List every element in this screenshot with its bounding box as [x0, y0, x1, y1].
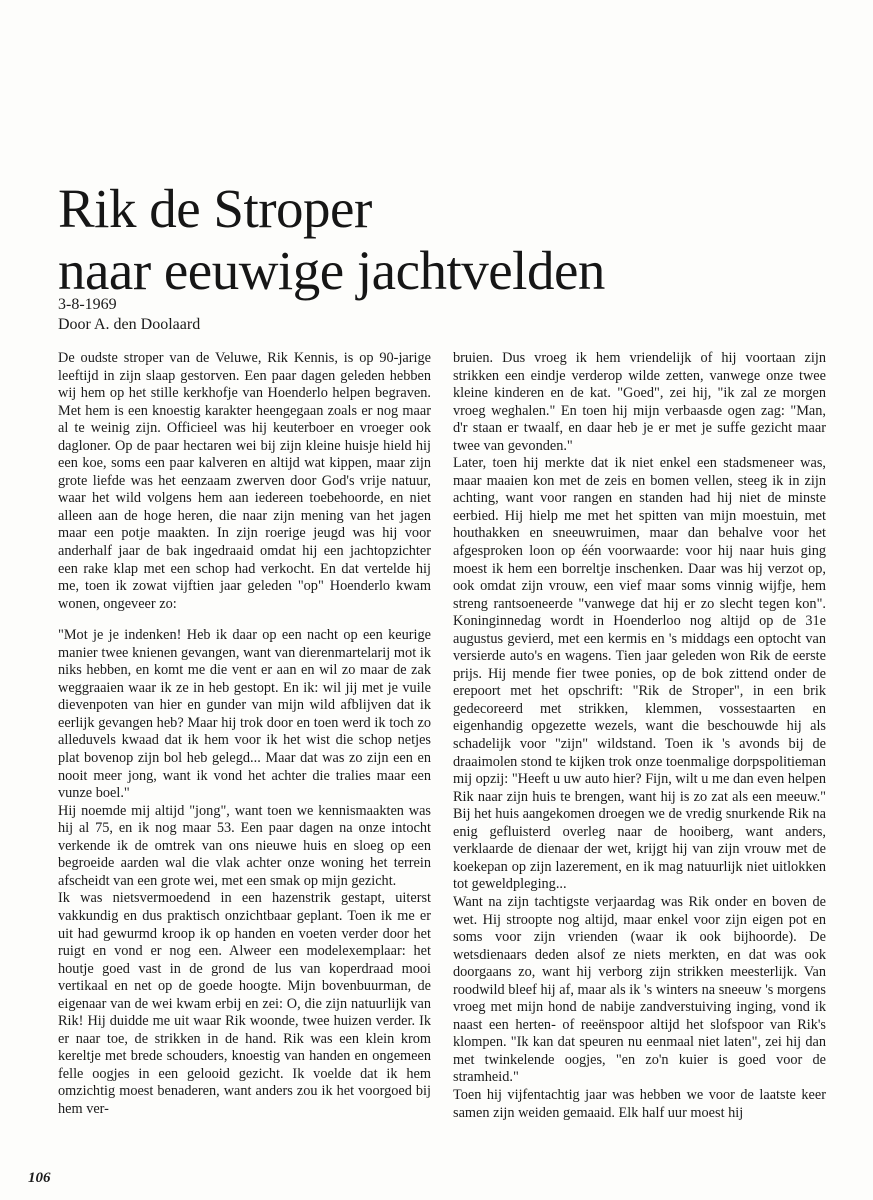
paragraph: Later, toen hij merkte dat ik niet enkel een stadsmeneer was, maar maaien kon met de zeis en bomen vellen, steeg ik in zijn achting, want voor rangen en standen had hij niet de minste eerbied. Hij hielp me met het spitten van mijn moestuin, met houthakken en sneeuwruimen, maar dan behalve voor het afgesproken loon op één voorwaarde: voor hij naar huis ging moest ik hem een borreltje inschenken. Daar was hij verzot op, ook omdat zijn vrouw, een vief maar soms vinnig wijfje, hem streng rantsoeneerde "vanwege dat hij er zo slecht tegen kon". Koninginnedag wordt in Hoenderloo nog altijd op de 31e augustus gevierd, met een kermis en 's middags een optocht van versierde auto's en wagens. Tien jaar geleden won Rik de eerste prijs. Hij mende fier twee ponies, op de bok zittend onder de erepoort met het opschrift: "Rik de Stroper", in een brik gedecoreerd met strikken, klemmen, vossestaarten en eigenhandig opgezette wezels, want die beschouwde hij als schadelijk voor "zijn" wildstand. Toen ik 's avonds bij de draaimolen stond te kijken trok onze toenmalige dorpspolitieman mij opzij: "Heeft u uw auto hier? Fijn, wilt u me dan even helpen Rik naar zijn huis te brengen, want hij is zo zat als een meeuw." Bij het huis aangekomen droegen we de vredig snurkende Rik na enig gefluisterd overleg naar de hooiberg, want anders, verklaarde de dienaar der wet, krijgt hij van zijn vrouw met de koekepan op zijn lazerement, en ik mag natuurlijk niet uitlokken tot geweldpleging...	[453, 455, 826, 893]
paragraph: Hij noemde mij altijd "jong", want toen we kennismaakten was hij al 75, en ik nog maar 53. Een paar dagen na onze intocht verkende ik de omtrek van ons nieuwe huis en sloeg op een begroeide aarden wal die vlak achter onze woning het terrein afscheidt van een grote wei, met een smak op mijn gezicht.	[58, 802, 431, 889]
paragraph: Toen hij vijfentachtig jaar was hebben we voor de laatste keer samen zijn weiden gemaaid. Elk half uur moest hij	[453, 1086, 826, 1121]
paragraph: bruien. Dus vroeg ik hem vriendelijk of hij voortaan zijn strikken een eindje verderop wilde zetten, vanwege onze twee kleine kinderen en de kat. "Goed", zei hij, "ik zal ze morgen vroeg weghalen." En toen hij mijn verbaasde ogen zag: "Man, d'r staan er twaalf, en daar heb je er met je suffe gezicht maar twee van gevonden."	[453, 350, 826, 454]
article-meta	[58, 295, 200, 335]
title-line-2: naar eeuwige jachtvelden	[58, 240, 605, 301]
article-date: 3-8-1969	[58, 296, 117, 313]
title-line-1: Rik de Stroper	[58, 178, 372, 239]
page-number: 106	[28, 1170, 51, 1186]
paragraph: De oudste stroper van de Veluwe, Rik Kennis, is op 90-jarige leeftijd in zijn slaap gestorven. Een paar dagen geleden hebben wij hem op het stille kerkhofje van Hoenderlo helpen begraven. Met hem is een knoestig karakter heengegaan zoals er nog maar al te weinig zijn. Officieel was hij keuterboer en vroeger ook dagloner. Op de paar hectaren wei bij zijn kleine huisje hield hij een koe, soms een paar kalveren en altijd wat kippen, maar zijn grote liefde was het eenzaam zwerven door God's vrije natuur, waar het wild volgens hem aan iedereen toebehoorde, en niet alleen aan de hoge heren, die naar zijn mening van het jagen maar een potje maakten. In zijn roerige jeugd was hij voor anderhalf jaar de bak ingedraaid omdat hij een jachtopzichter een rake klap met een schop had verkocht. En dat vertelde hij me, toen ik zowat vijftien jaar geleden "op" Hoenderlo kwam wonen, ongeveer zo:	[58, 350, 431, 612]
paragraph: "Mot je je indenken! Heb ik daar op een nacht op een keurige manier twee knienen gevangen, want van dierenmartelarij mot ik niks hebben, en komt me die vent er aan en wil zo maar de zak weggraaien waar ik ze in heb gestopt. En ik: wil jij met je vuile dievenpoten van hier en gunder van mijn wild afblijven dat ik eerlijk gevangen heb? Maar hij trok door en toen werd ik toch zo alleduvels kwaad dat ik hem voor ik het wist die schop netjes plat bovenop zijn bol heb gelegd... Maar dat was zo zijn een en nooit meer jong, want ik vond het achter die tralies maar een vunze boel."	[58, 627, 431, 802]
paragraph: Ik was nietsvermoedend in een hazenstrik gestapt, uiterst vakkundig en dus praktisch onzichtbaar geplant. Toen ik me er uit had gewurmd kroop ik op handen en voeten verder door het ruigt en vond er nog een. Alweer een modelexemplaar: het houtje goed vast in de grond de lus van koperdraad mooi vertikaal en net op de goede hoogte. Mijn bovenbuurman, de eigenaar van de wei kwam erbij en zei: O, die zijn natuurlijk van Rik! Hij duidde me uit waar Rik woonde, twee huizen verder. Ik er naar toe, de strikken in de hand. Rik was een klein krom kereltje met brede schouders, knoestig van handen en ongemeen felle oogjes in een gelooid gezicht. Ik voelde dat ik hem omzichtig moest benaderen, want anders zou ik het voorgoed bij hem ver-	[58, 890, 431, 1117]
article-title	[58, 178, 838, 302]
right-column	[453, 350, 826, 1122]
left-column	[58, 350, 431, 1119]
paragraph: Want na zijn tachtigste verjaardag was Rik onder en boven de wet. Hij stroopte nog altijd, maar enkel voor zijn eigen pot en soms voor zijn vrienden (waar ik ook bijhoorde). De wetsdienaars deden alsof ze niets merkten, en dat was ook doorgaans zo, want hij verborg zijn strikken meesterlijk. Van roodwild bleef hij af, maar als ik 's winters na sneeuw 's morgens vroeg met mijn hond de nabije zandverstuiving inging, vond ik naast een herten- of reeënspoor altijd het slofspoor van Rik's klompen. "Ik kan dat speuren nu eenmaal niet laten", zei hij dan met twinkelende oogjes, "en zo'n kuier is goed voor de stramheid."	[453, 893, 826, 1086]
article-byline: Door A. den Doolaard	[58, 316, 201, 333]
